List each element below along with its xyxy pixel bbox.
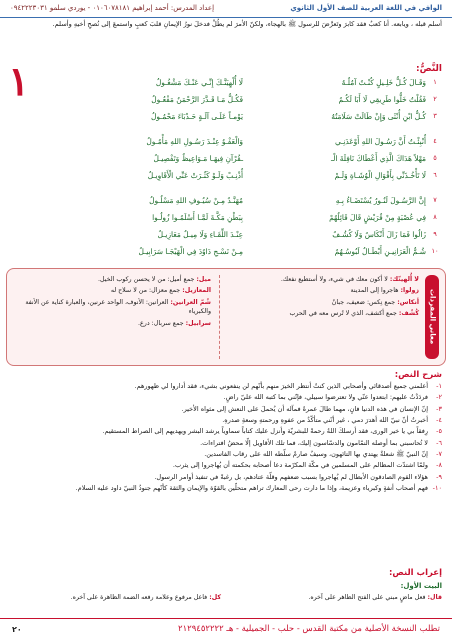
intro-paragraph: أسلم قبله ، ويابعه. أنا كعبٌ فقد كابرَ وتَعرَّضَ للرسول ﷺ بالهجاء، ولكنّ الأمرَ لم يطُلْ فدخلَ نورُ الإيمانِ قلبَ كعبٍ واستمعَ إلى نُصحِ أخيهِ وأسلم. (52, 20, 442, 28)
explanation-number: ٤- (436, 416, 442, 425)
verse-first-hemistich: مَهْلاً هَدَاكَ الَّذِي أَعْطَاكَ نَافِلَةَ الْـ (330, 153, 426, 163)
irab-analysis: فاعل مرفوع وعلامة رفعه الضمة الظاهرة على آخره. (70, 594, 208, 601)
verse-first-hemistich: شُـمُّ الْعَرَانِيـنِ أَبْطَـالٌ لَبُوسُـهُمُ (334, 246, 426, 256)
explanation-item (10, 461, 442, 471)
vocab-word: المعازيل: (182, 287, 211, 295)
verse-number: ٤ (433, 137, 437, 146)
explanation-list (10, 382, 442, 495)
verse-second-hemistich: مُهَنَّـدٌ مِـنْ سُيُـوفِ اللهِ مَسْلُـولُ (149, 195, 243, 205)
footer-notice: تطلب النسخة الأصلية من مكتبة القدس - حلب - الجميلية - هـ ٢١٢٩٤٥٢٢٢٢ (178, 624, 440, 635)
verse-number: ٨ (433, 213, 437, 222)
vocab-meaning: جمع معزال: من لا سلاح له (110, 287, 181, 295)
irab-entry (231, 594, 442, 602)
vocab-meaning: جمع سربال: درع. (138, 319, 184, 327)
verse-first-hemistich: أُنْبِئْـتُ أَنَّ رَسُـولَ اللهِ أَوْعَدَنِـي (335, 136, 426, 146)
verse-1 (60, 74, 444, 91)
verse-8 (60, 209, 444, 226)
explanation-heading: شرح النص: (394, 370, 442, 380)
verse-second-hemistich: أُذْنِـبْ وَلَـوْ كَثُـرَتْ عَنِّي الْأَقَاوِيـلُ (147, 170, 243, 180)
vocab-entry (15, 286, 211, 295)
page-number: ٢٠ (12, 624, 22, 634)
book-title: الوافي في اللغة العربية للصف الأول الثانوي (290, 4, 442, 13)
vocab-meaning: هاجروا إلى المدينة (350, 287, 399, 295)
explanation-text: لا تُحاسبني بما أوصله النمّامون والدسّاسون إليك، فما تلك الأقاويل إلّا محضُ افتراءات. (200, 438, 428, 447)
stanza-gap (60, 125, 444, 133)
text-section-label: النَّصُّ: (415, 64, 442, 74)
explanation-number: ٧- (436, 450, 442, 459)
vocab-word: كُشُف: (398, 310, 419, 318)
verse-9 (60, 226, 444, 243)
verse-first-hemistich: وَقَـالَ كُـلُّ خَلِـيلٍ كُنْـتُ آمُلُـهُ (341, 77, 426, 87)
explanation-number: ١- (436, 382, 442, 390)
vocabulary-divider (219, 275, 220, 359)
verse-second-hemistich: لَا أُلْهِيَنَّـكَ إِنِّـي عَنْـكَ مَشْغُـولُ (155, 77, 243, 87)
explanation-text: إنّ الإنسان في هذه الدنيا فانٍ، مهما طالَ عمرهُ فمآله أن يُحملَ على النعش إلى مثواه الأخير. (181, 404, 428, 413)
verse-first-hemistich: إِنَّ الرَّسُـولَ لَنُـورٌ يُسْتَضَـاءُ بِـهِ (335, 195, 426, 205)
verse-number: ٢ (433, 95, 437, 104)
explanation-item (10, 473, 442, 483)
verse-number: ٩ (433, 230, 437, 239)
vocab-word: زولوا: (400, 287, 419, 295)
explanation-text: ولمّا اشتدّت المظالم على المسلمين في مكّة المكرّمة دعا أصحابه بحكمته أن يُهاجروا إلى يثرب. (172, 461, 428, 470)
verse-6 (60, 167, 444, 184)
explanation-item (10, 427, 442, 437)
irab-entry (10, 594, 221, 602)
irab-analysis: فعل ماضٍ مبني على الفتح الظاهر على آخره. (308, 594, 426, 601)
vocab-word: ميل: (196, 276, 211, 283)
explanation-number: ٣- (436, 404, 442, 413)
verse-number: ١٠ (431, 247, 439, 256)
explanation-text: إنّ النبيّ ﷺ شعلةٌ يهتدي بها التائهون، وسيفٌ صارمٌ سلّطه الله على رقاب الفاسدين. (204, 450, 428, 459)
explanation-item (10, 484, 442, 494)
explanation-item (10, 416, 442, 426)
verse-7 (60, 192, 444, 209)
irab-row (10, 594, 442, 602)
verse-first-hemistich: فِي عُصْبَةٍ مِنْ قُرَيْشٍ قَالَ قَائِلُهُمْ (329, 212, 426, 222)
vocabulary-column-left (15, 275, 211, 330)
explanation-number: ٩- (436, 472, 442, 481)
vocab-entry (219, 309, 419, 318)
vocab-entry (219, 275, 419, 284)
verse-number: ٥ (433, 154, 437, 163)
verse-second-hemistich: مِـنْ نَسْـجِ دَاوُدَ فِي الْهَيْجَـا سَرَابِيـلُ (138, 246, 243, 256)
verse-3 (60, 108, 444, 125)
verse-10 (60, 243, 444, 260)
vocab-entry (219, 298, 419, 307)
verse-second-hemistich: ـقُرْآنِ فِيهَـا مَـوَاعِيظٌ وَتَفْصِيـلُ (153, 153, 243, 163)
vocab-entry (15, 319, 211, 328)
explanation-item (10, 405, 442, 415)
irab-subheading: البيت الأول: (400, 582, 442, 590)
page-header (0, 0, 452, 18)
vocab-word: لا أُلهينّك: (389, 276, 419, 283)
verse-number: ٦ (433, 171, 437, 180)
poem (60, 74, 444, 260)
explanation-number: ٨- (436, 461, 442, 470)
explanation-number: ١٠- (432, 484, 442, 493)
vocab-entry (15, 275, 211, 284)
explanation-text: هؤلاء القوم الصادقون الأبطال لم يُهاجروا بسبب ضعفهم وقلّة عتادهم، بل رغبةً في تنفيذ أوامر الرسول. (154, 472, 428, 481)
verse-4 (60, 133, 444, 150)
explanation-number: ٥- (436, 427, 442, 436)
vocab-meaning: العرانين: الأنوف، الواحد عرنين، والعبارة كناية عن الأنفة والكبرياء (25, 298, 211, 316)
vocab-meaning: جمع أميل: من لا يحسن ركوب الخيل. (97, 276, 195, 283)
vocab-word: أنكاس: (397, 298, 419, 306)
verse-first-hemistich: فَقُلْتُ خَلُّوا طَرِيقِي لَا أَبَا لَكُـمُ (338, 94, 426, 104)
verse-first-hemistich: زَالُوا فَمَا زَالَ أَنْكَاسٌ وَلَا كُشُـفٌ (332, 229, 426, 239)
verse-second-hemistich: عِنْـدَ اللِّقَـاءِ وَلَا مِيـلٌ مَعَازِيـلُ (157, 229, 243, 239)
verse-number: ٣ (433, 112, 437, 121)
verse-second-hemistich: بِبَطْنِ مَكَّـةَ لَمَّـا أَسْلَمُـوا زُولُـوا (152, 212, 243, 222)
explanation-text: فردَدْتُ عليهم: ابتعدوا عنّي ولا تعترضوا سبيلي، فإنّني بما كتبه الله عليّ راضٍ. (223, 393, 428, 402)
explanation-text: أخبرتُ أنّ نبيّ الله أهدرَ دمي ، غير أنّني متأكّدٌ من عفوهِ ورحمتهِ وسعةِ صدرهِ. (222, 416, 428, 425)
vocab-meaning: جمع أكشف، الذي لا تُرس معه في الحرب (289, 310, 397, 318)
verse-5 (60, 150, 444, 167)
verse-first-hemistich: لَا تَأْخُـذَنِّي بِأَقْوَالِ الْوُشَـاةِ وَلَـمْ (334, 170, 426, 180)
vocab-meaning: جمع نِكس: ضعيف، جبانٌ (331, 298, 396, 306)
vocab-word: سرابيل: (185, 319, 211, 327)
verse-2 (60, 91, 444, 108)
verse-second-hemistich: يَوْمـاً عَلَـى آلَـةٍ حَـدْبَاءَ مَحْمُـولُ (150, 111, 243, 121)
verse-number: ٧ (433, 196, 437, 205)
irab-heading: إعراب النص: (389, 568, 442, 578)
vocab-meaning: لا أكون معك في شيء، ولا أستطيع نفعك. (280, 276, 388, 283)
vocabulary-tab: معاني المفردات (425, 275, 439, 359)
vocabulary-column-right (219, 275, 419, 321)
vocab-word: شُمّ العرانين: (170, 298, 211, 306)
explanation-number: ٢- (436, 393, 442, 402)
irab-word: قال: (427, 594, 442, 601)
explanation-item (10, 382, 442, 392)
explanation-item (10, 439, 442, 449)
explanation-text: رِفقاً بي يا خير الورى، فقد أرسلكَ اللهُ رحمةً للبشريّة وأنزل عليك كتاباً سماوياً يرشد البشر ويهديهم إلى الصراط المستقيم. (102, 427, 428, 436)
irab-word: كل: (209, 594, 221, 601)
verse-number: ١ (433, 78, 437, 87)
verse-second-hemistich: فَكُـلُّ مَـا قَـدَّرَ الرَّحْمَنُ مَفْعُـولُ (151, 94, 243, 104)
explanation-text: فهم أصحاب أنفةٍ وكبرياء وعزيمة، وإذا ما دارت رحى المعارك تراهم متحلّين بالقوّة والإيمان والثقة كأنّهم جنودُ النبيّ داود عليه السلام. (75, 484, 428, 493)
verse-first-hemistich: كُـلُّ ابْنِ أُنْثَى وَإِنْ طَالَتْ سَلَامَتُهُ (331, 111, 426, 121)
page-footer (0, 618, 452, 640)
lesson-number: ١ (8, 58, 30, 105)
explanation-item (10, 393, 442, 403)
vocab-entry (15, 298, 211, 317)
vocabulary-box (6, 268, 446, 366)
explanation-text: أعلمني جميع أصدقائي وأصحابي الذين كنتُ أنتظر الخيرَ منهم بأنّهم لن ينفعوني بشيء، فقد أداروا لي ظهورهم. (134, 382, 428, 390)
explanation-number: ٦- (436, 438, 442, 447)
verse-second-hemistich: وَالْعَفْـوُ عِنْـدَ رَسُـولِ اللهِ مَأْمُـولُ (146, 136, 243, 146)
vocab-entry (219, 286, 419, 295)
stanza-gap (60, 184, 444, 192)
explanation-item (10, 450, 442, 460)
author-line: إعداد المدرس: أحمد إبراهيم ٠١٠٦٠٧٨١٨١ - يوردي سلمو ٠٩٤٢٢٢٣٠٣١ (10, 4, 215, 13)
